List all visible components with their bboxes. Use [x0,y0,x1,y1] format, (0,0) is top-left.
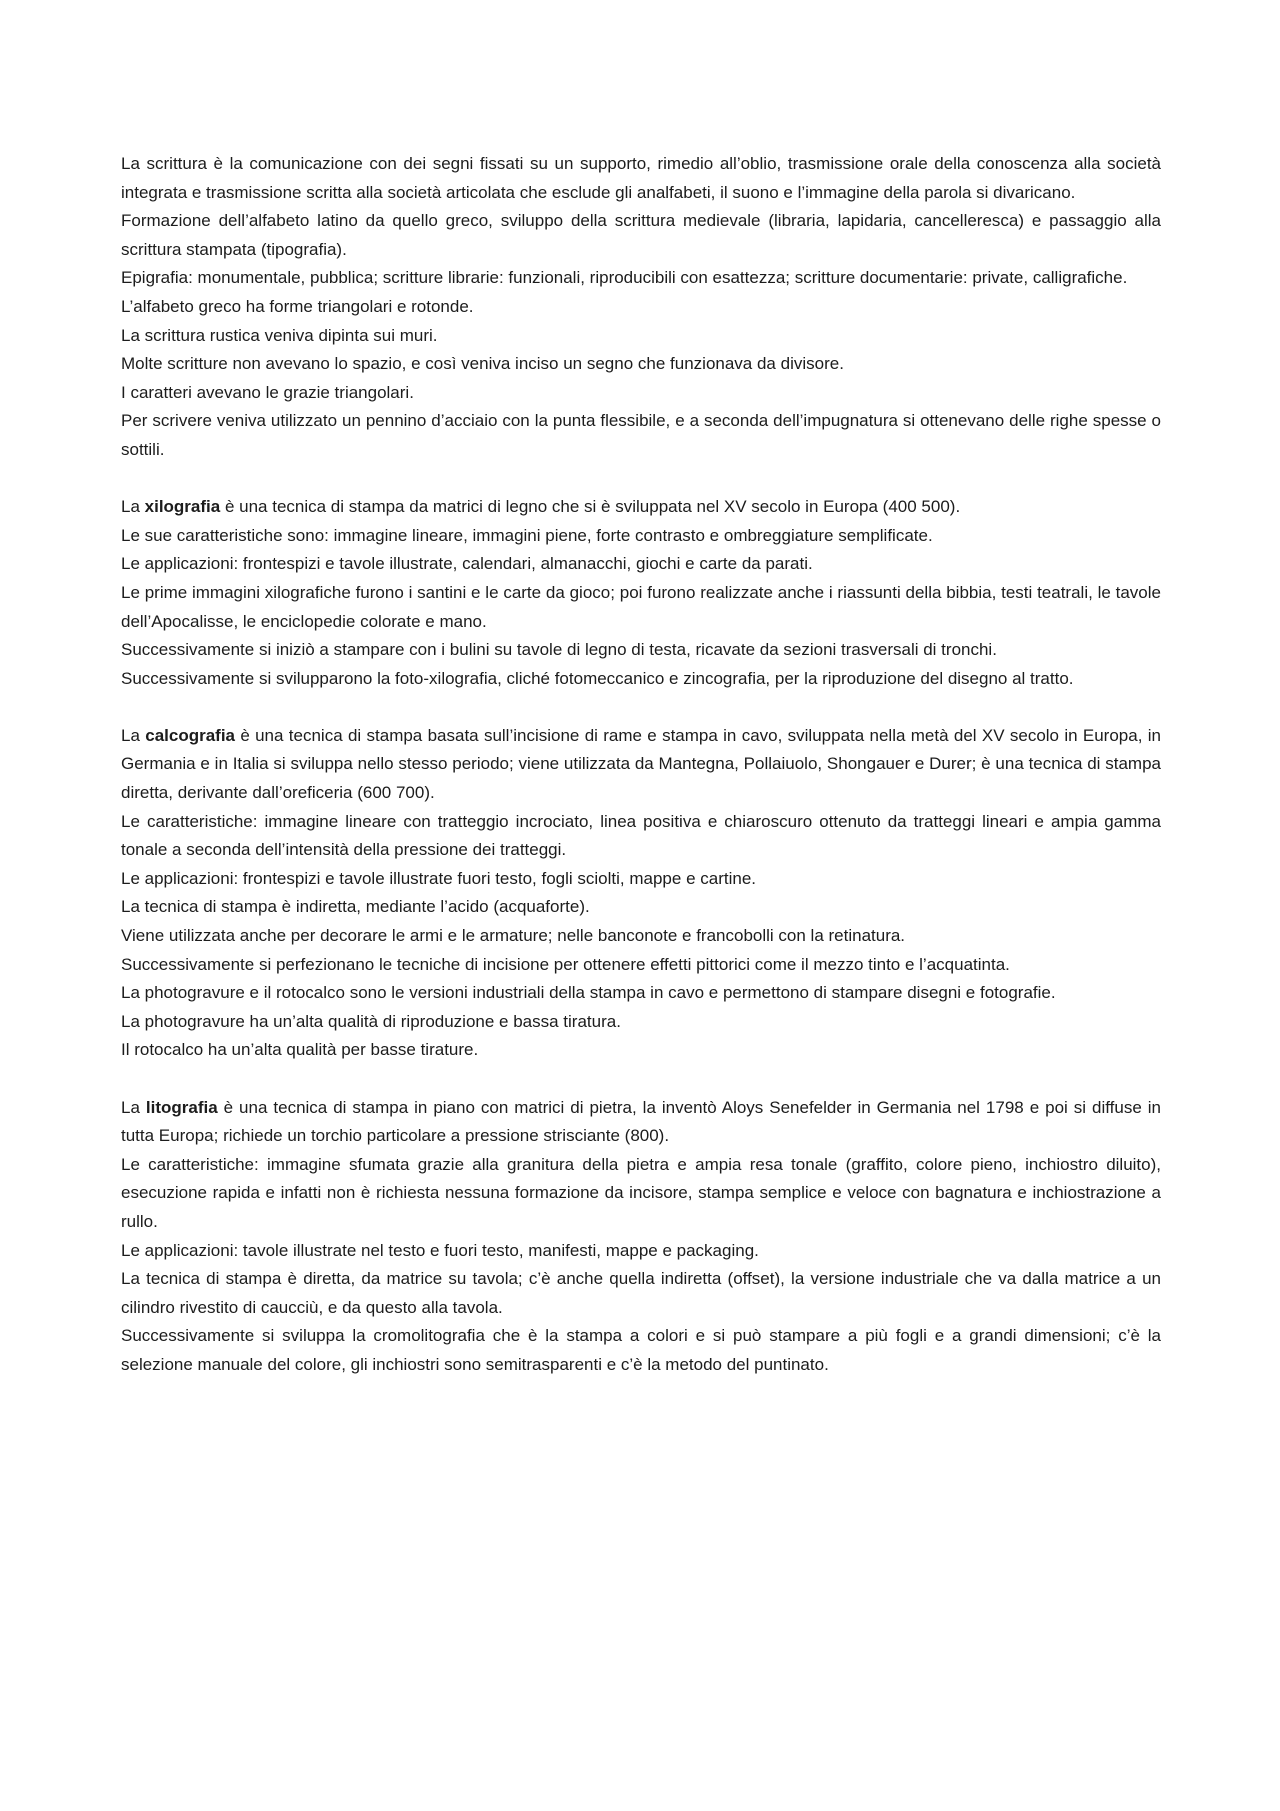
paragraph: Le prime immagini xilografiche furono i santini e le carte da gioco; poi furono realizzate anche i riassunti della bibbia, testi teatrali, le tavole dell’Apocalisse, le enciclopedie colorate e mano. [121,582,1161,631]
paragraph: La tecnica di stampa è diretta, da matrice su tavola; c’è anche quella indiretta (offset), la versione industriale che va dalla matrice a un cilindro rivestito di caucciù, e da questo alla tavola. [121,1269,1161,1317]
paragraph: Successivamente si perfezionano le tecniche di incisione per ottenere effetti pittorici come il mezzo tinto e l’acquatinta. [121,954,1010,974]
term-xilografia: xilografia [144,497,221,517]
lead-pre: La [121,725,146,745]
paragraph: Molte scritture non avevano lo spazio, e così veniva inciso un segno che funzionava da divisore. [121,354,844,374]
paragraph: Le caratteristiche: immagine sfumata grazie alla granitura della pietra e ampia resa tonale (graffito, colore pieno, inchiostro diluito), esecuzione rapida e infatti non è richiesta nessuna formazione da incisore, stampa semplice e veloce con bagnatura e inchiostrazione a rullo. [121,1154,1161,1231]
paragraph: La scrittura è la comunicazione con dei segni fissati su un supporto, rimedio all’oblio, trasmissione orale della conoscenza alla società integrata e trasmissione scritta alla società articolata che esclude gli analfabeti, il suono e l’immagine della parola si divaricano. [121,154,1161,202]
paragraph: Le applicazioni: frontespizi e tavole illustrate fuori testo, fogli sciolti, mappe e cartine. [121,868,756,888]
paragraph: Le applicazioni: tavole illustrate nel testo e fuori testo, manifesti, mappe e packaging. [121,1240,759,1260]
section-xilografia [121,493,1161,693]
lead-post: è una tecnica di stampa in piano con matrici di pietra, la inventò Aloys Senefelder in Germania nel 1798 e poi si diffuse in tutta Europa; richiede un torchio particolare a pressione strisciante (800). [121,1097,1161,1146]
paragraph: Viene utilizzata anche per decorare le armi e le armature; nelle banconote e francobolli con la retinatura. [121,926,906,946]
paragraph: La scrittura rustica veniva dipinta sui muri. [121,325,438,345]
paragraph: La photogravure ha un’alta qualità di riproduzione e bassa tiratura. [121,1011,621,1031]
section-lead [121,722,1161,808]
section-calcografia [121,722,1161,1065]
lead-post: è una tecnica di stampa basata sull’incisione di rame e stampa in cavo, sviluppata nella metà del XV secolo in Europa, in Germania e in Italia si sviluppa nello stesso periodo; viene utilizzata da Mantegna, Pollaiuolo, Shongauer e Durer; è una tecnica di stampa diretta, derivante dall’oreficeria (600 700). [121,725,1161,803]
paragraph: La tecnica di stampa è indiretta, mediante l’acido (acquaforte). [121,897,590,917]
term-calcografia: calcografia [145,725,235,745]
paragraph: Successivamente si svilupparono la foto-xilografia, cliché fotomeccanico e zincografia, per la riproduzione del disegno al tratto. [121,668,1074,688]
lead-post: è una tecnica di stampa da matrici di legno che si è sviluppata nel XV secolo in Europa (400 500). [220,497,961,517]
term-litografia: litografia [145,1097,218,1117]
paragraph: L’alfabeto greco ha forme triangolari e rotonde. [121,296,474,316]
paragraph: Le sue caratteristiche sono: immagine lineare, immagini piene, forte contrasto e ombreggiature semplificate. [121,525,933,545]
section-lead [121,1094,1161,1151]
lead-pre: La [121,1097,146,1117]
paragraph: I caratteri avevano le grazie triangolari. [121,382,414,402]
paragraph: Le caratteristiche: immagine lineare con tratteggio incrociato, linea positiva e chiaroscuro ottenuto da tratteggi lineari e ampia gamma tonale a seconda dell’intensità della pressione dei tratteggi. [121,811,1161,860]
paragraph: Successivamente si iniziò a stampare con i bulini su tavole di legno di testa, ricavate da sezioni trasversali di tronchi. [121,640,997,660]
section-scrittura [121,150,1161,465]
lead-pre: La [121,497,145,517]
paragraph: Formazione dell’alfabeto latino da quello greco, sviluppo della scrittura medievale (libraria, lapidaria, cancelleresca) e passaggio alla scrittura stampata (tipografia). [121,211,1161,259]
paragraph: Il rotocalco ha un’alta qualità per basse tirature. [121,1040,479,1060]
paragraph: Successivamente si sviluppa la cromolitografia che è la stampa a colori e si può stampare a più fogli e a grandi dimensioni; c’è la selezione manuale del colore, gli inchiostri sono semitrasparenti e c’è la metodo del puntinato. [121,1326,1161,1374]
section-litografia [121,1094,1161,1380]
paragraph: Le applicazioni: frontespizi e tavole illustrate, calendari, almanacchi, giochi e carte da parati. [121,554,813,574]
paragraph: Per scrivere veniva utilizzato un pennino d’acciaio con la punta flessibile, e a seconda dell’impugnatura si ottenevano delle righe spesse o sottili. [121,411,1161,459]
paragraph: Epigrafia: monumentale, pubblica; scritture librarie: funzionali, riproducibili con esattezza; scritture documentarie: private, calligrafiche. [121,268,1128,288]
section-lead [121,493,1161,522]
paragraph: La photogravure e il rotocalco sono le versioni industriali della stampa in cavo e permettono di stampare disegni e fotografie. [121,983,1056,1003]
